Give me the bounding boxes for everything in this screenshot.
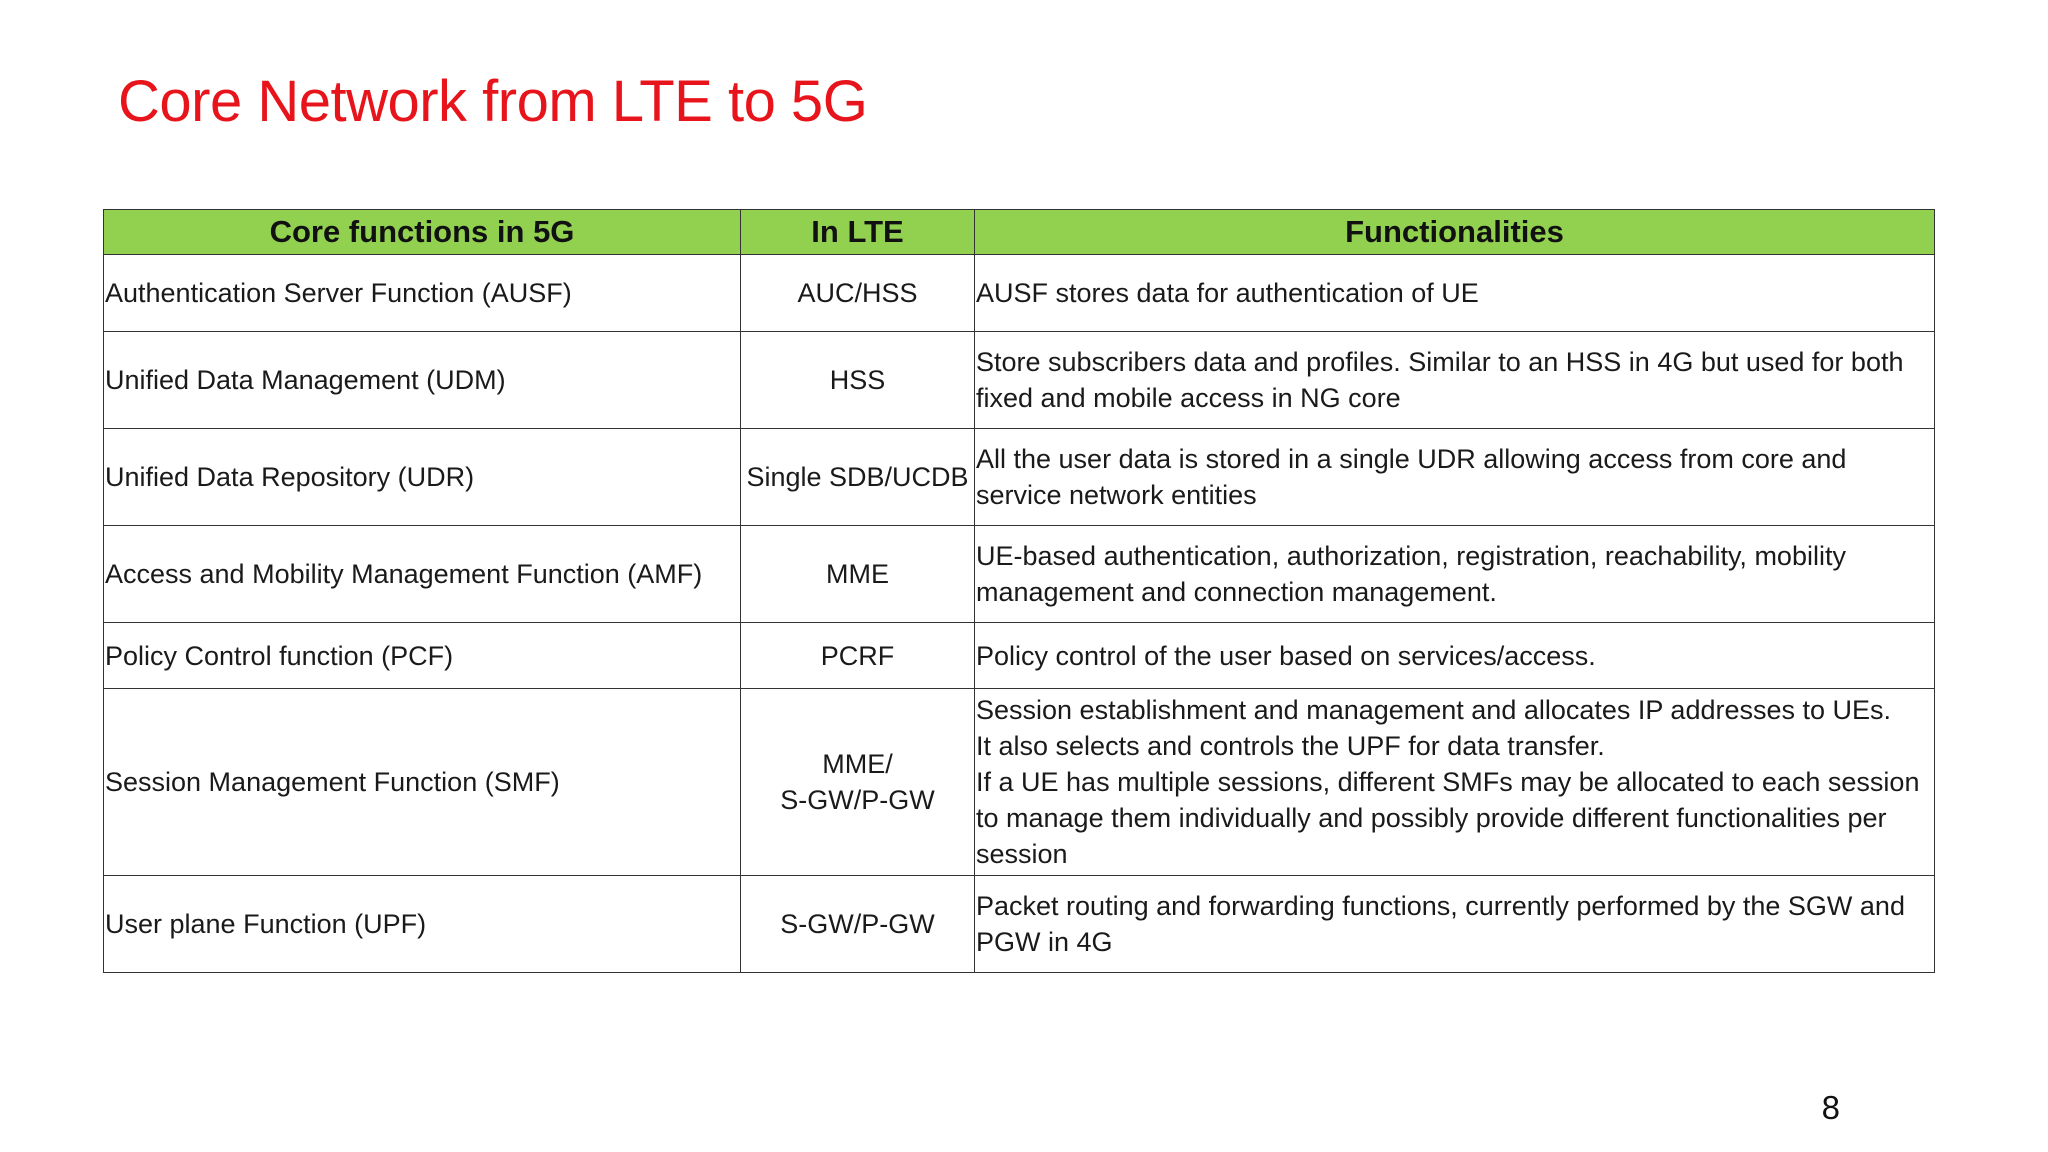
description-line: management and connection management. [976,577,1497,607]
table-row [104,623,1935,689]
description-line: fixed and mobile access in NG core [976,383,1401,413]
description-line: session [976,839,1068,869]
slide-title: Core Network from LTE to 5G [118,69,868,134]
description-cell [975,876,1935,973]
lte-cell [741,255,975,332]
lte-line: AUC/HSS [797,278,918,308]
lte-line: MME/ [822,749,893,779]
description-line: Packet routing and forwarding functions, currently performed by the SGW and [976,891,1905,921]
description-cell [975,255,1935,332]
function-cell: Unified Data Management (UDM) [104,332,741,429]
description-line: All the user data is stored in a single UDR allowing access from core and [976,444,1847,474]
description-line: Session establishment and management and allocates IP addresses to UEs. [976,695,1892,725]
description-line: PGW in 4G [976,927,1113,957]
function-cell: Access and Mobility Management Function (AMF) [104,526,741,623]
lte-cell [741,332,975,429]
table-row [104,689,1935,876]
page-number: 8 [1821,1089,1840,1126]
lte-cell [741,876,975,973]
table-row [104,876,1935,973]
description-cell [975,526,1935,623]
table-row [104,332,1935,429]
function-cell: User plane Function (UPF) [104,876,741,973]
description-line: If a UE has multiple sessions, different SMFs may be allocated to each session [976,767,1920,797]
lte-line: MME [826,559,889,589]
function-cell: Unified Data Repository (UDR) [104,429,741,526]
description-line: UE-based authentication, authorization, registration, reachability, mobility [976,541,1846,571]
table-header-row [104,210,1935,255]
description-cell [975,429,1935,526]
lte-cell [741,623,975,689]
function-cell: Authentication Server Function (AUSF) [104,255,741,332]
header-core-functions: Core functions in 5G [104,210,741,255]
table-row [104,255,1935,332]
lte-line: HSS [829,365,886,395]
lte-line: S-GW/P-GW [780,785,935,815]
description-line: AUSF stores data for authentication of UE [976,278,1479,308]
description-cell [975,623,1935,689]
lte-cell [741,526,975,623]
description-line: Store subscribers data and profiles. Similar to an HSS in 4G but used for both [976,347,1904,377]
function-cell: Session Management Function (SMF) [104,689,741,876]
description-line: It also selects and controls the UPF for data transfer. [976,731,1605,761]
lte-cell [741,429,975,526]
function-cell: Policy Control function (PCF) [104,623,741,689]
table-row [104,429,1935,526]
core-functions-table [103,209,1935,973]
table-row [104,526,1935,623]
header-functionalities: Functionalities [975,210,1935,255]
lte-cell [741,689,975,876]
lte-line: S-GW/P-GW [780,909,935,939]
description-cell [975,689,1935,876]
description-line: Policy control of the user based on services/access. [976,640,1596,671]
description-line: to manage them individually and possibly provide different functionalities per [976,803,1887,833]
description-line: service network entities [976,480,1257,510]
description-cell [975,332,1935,429]
lte-line: Single SDB/UCDB [746,462,969,492]
lte-line: PCRF [820,640,895,671]
header-in-lte: In LTE [741,210,975,255]
